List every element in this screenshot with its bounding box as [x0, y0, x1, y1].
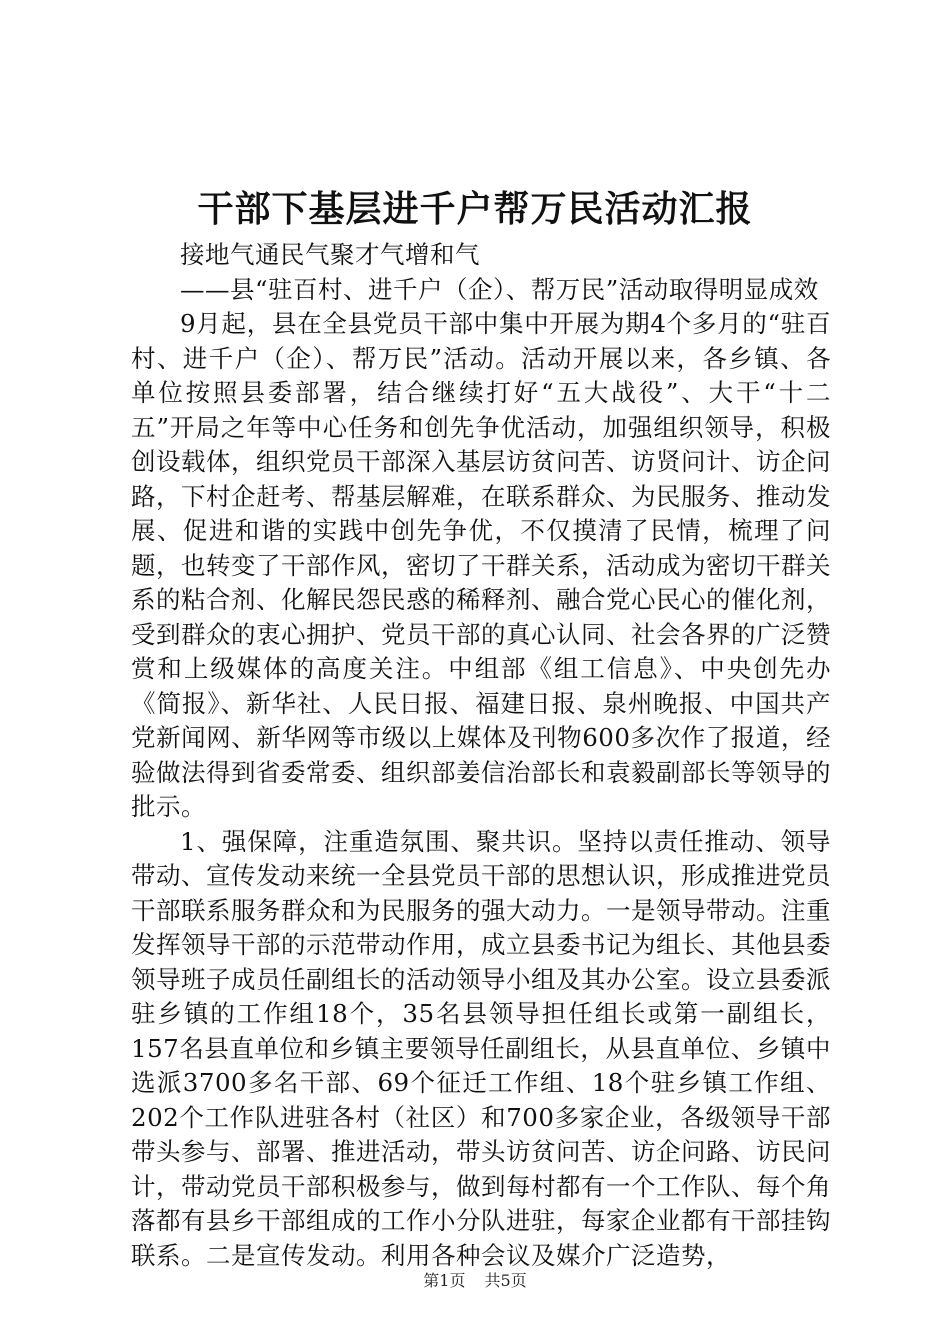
- page-number-current: 第1页: [423, 1271, 466, 1290]
- page-footer: [0, 1271, 950, 1291]
- document-subheading: ——县“驻百村、进千户（企）、帮万民”活动取得明显成效: [180, 274, 819, 304]
- document-subtitle: 接地气通民气聚才气增和气: [180, 240, 480, 269]
- body-paragraph: 1、强保障，注重造氛围、聚共识。坚持以责任推动、领导带动、宣传发动来统一全县党员干部的思想认识，形成推进党员干部联系服务群众和为民服务的强大动力。一是领导带动。注重发挥领导干部的示范带动作用，成立县委书记为组长、其他县委领导班子成员任副组长的活动领导小组及其办公室。设立县委派驻乡镇的工作组18个，35名县领导担任组长或第一副组长，157名县直单位和乡镇主要领导任副组长，从县直单位、乡镇中选派3700多名干部、69个征迁工作组、18个驻乡镇工作组、202个工作队进驻各村（社区）和700多家企业，各级领导干部带头参与、部署、推进活动，带头访贫问苦、访企问路、访民问计，带动党员干部积极参与，做到每村都有一个工作队、每个角落都有县乡干部组成的工作小分队进驻，每家企业都有干部挂钩联系。二是宣传发动。利用各种会议及媒介广泛造势，: [131, 826, 831, 1270]
- document-title: 干部下基层进千户帮万民活动汇报: [197, 188, 753, 230]
- page-number-total: 共5页: [484, 1271, 527, 1290]
- document-body: [131, 238, 831, 1273]
- body-paragraph: 9月起，县在全县党员干部中集中开展为期4个多月的“驻百村、进千户（企）、帮万民”活动。活动开展以来，各乡镇、各单位按照县委部署，结合继续打好“五大战役”、大干“十二五”开局之年等中心任务和创先争优活动，加强组织领导，积极创设载体，组织党员干部深入基层访贫问苦、访贤问计、访企问路，下村企赶考、帮基层解难，在联系群众、为民服务、推动发展、促进和谐的实践中创先争优，不仅摸清了民情，梳理了问题，也转变了干部作风，密切了干群关系，活动成为密切干群关系的粘合剂、化解民怨民惑的稀释剂、融合党心民心的催化剂，受到群众的衷心拥护、党员干部的真心认同、社会各界的广泛赞赏和上级媒体的高度关注。中组部《组工信息》、中央创先办《简报》、新华社、人民日报、福建日报、泉州晚报、中国共产党新闻网、新华网等市级以上媒体及刊物600多次作了报道，经验做法得到省委常委、组织部姜信治部长和袁毅副部长等领导的批示。: [131, 309, 831, 821]
